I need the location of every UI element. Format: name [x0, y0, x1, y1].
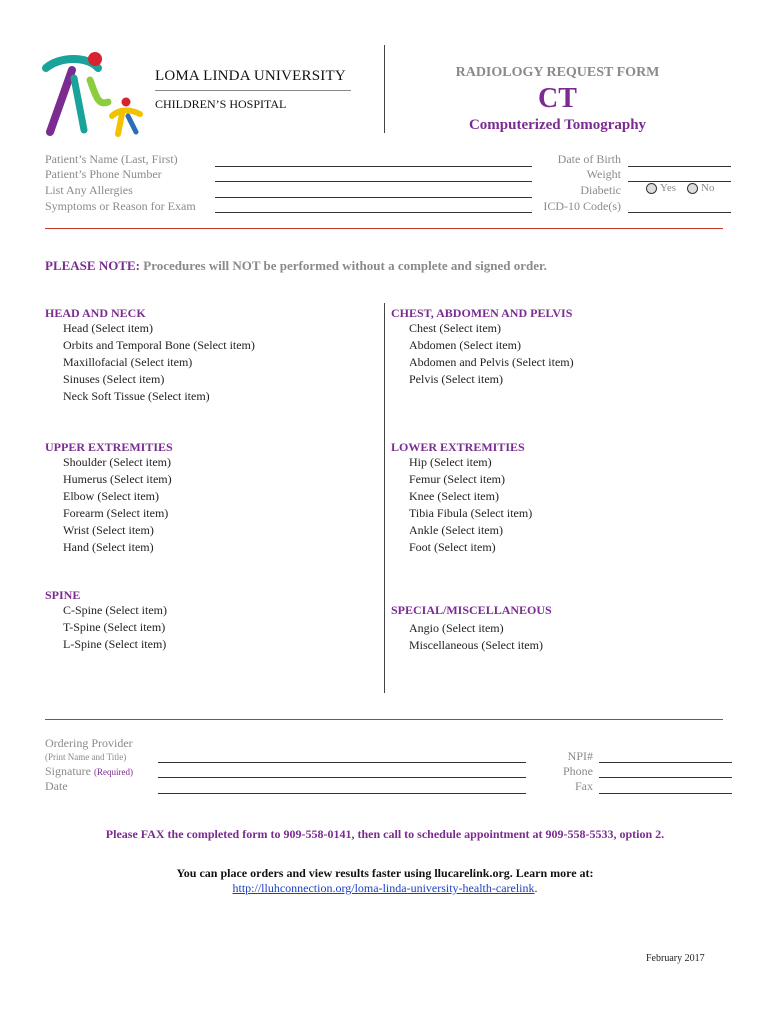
section-divider-bottom	[45, 719, 723, 720]
logo-purple-stroke	[50, 70, 72, 132]
print-name-hint: (Print Name and Title)	[45, 752, 127, 762]
weight-field[interactable]	[628, 181, 731, 182]
npi-label: NPI#	[567, 749, 593, 763]
diabetic-yes-radio[interactable]	[646, 183, 657, 194]
ordering-provider-label: Ordering Provider	[45, 736, 133, 750]
patient-name-label: Patient’s Name (Last, First)	[45, 152, 178, 166]
modality-code: CT	[538, 83, 577, 114]
date-label: Date	[45, 779, 68, 793]
exam-item[interactable]: T-Spine (Select item)	[63, 620, 166, 634]
carelink-link[interactable]: http://lluhconnection.org/loma-linda-university-health-carelink	[232, 881, 535, 895]
exam-item[interactable]: C-Spine (Select item)	[63, 603, 167, 617]
exam-item[interactable]: Sinuses (Select item)	[63, 372, 165, 386]
exam-item[interactable]: Pelvis (Select item)	[409, 372, 503, 386]
revision-date: February 2017	[646, 953, 705, 964]
header-divider	[384, 45, 385, 133]
diabetic-no-radio[interactable]	[687, 183, 698, 194]
dob-field[interactable]	[628, 166, 731, 167]
required-tag: (Required)	[94, 767, 133, 777]
signature-field[interactable]	[158, 777, 526, 778]
link-suffix: .	[534, 881, 538, 895]
special-list	[409, 620, 543, 654]
fax-instruction: Please FAX the completed form to 909-558-0141, then call to schedule appointment at 909-558-5533, option 2.	[105, 827, 665, 841]
exam-item[interactable]: Foot (Select item)	[409, 540, 496, 554]
logo-small-red-head	[122, 98, 131, 107]
logo-teal-leg	[74, 78, 84, 130]
allergies-field[interactable]	[215, 197, 532, 198]
spine-list	[63, 602, 167, 653]
exam-item[interactable]: Forearm (Select item)	[63, 506, 169, 520]
symptoms-label: Symptoms or Reason for Exam	[45, 199, 196, 213]
exam-item[interactable]: Ankle (Select item)	[409, 523, 503, 537]
diabetic-no-label: No	[701, 182, 715, 194]
phone-field[interactable]	[599, 777, 732, 778]
ordering-provider-field[interactable]	[158, 762, 526, 763]
patient-phone-field[interactable]	[215, 181, 532, 182]
university-divider	[155, 90, 351, 91]
modality-subtitle: Computerized Tomography	[468, 117, 647, 133]
fax-label: Fax	[575, 779, 593, 793]
column-divider	[384, 303, 385, 693]
logo-red-head	[88, 52, 102, 66]
note-prefix: PLEASE NOTE:	[45, 258, 140, 273]
exam-item[interactable]: Chest (Select item)	[409, 321, 501, 335]
logo-blue-stroke	[128, 116, 136, 132]
exam-item[interactable]: Elbow (Select item)	[63, 489, 159, 503]
exam-item[interactable]: Femur (Select item)	[409, 472, 505, 486]
exam-item[interactable]: Hip (Select item)	[409, 455, 492, 469]
diabetic-label: Diabetic	[580, 183, 621, 197]
exam-item[interactable]: Hand (Select item)	[63, 540, 154, 554]
section-chest-abdomen-pelvis: CHEST, ABDOMEN AND PELVIS	[391, 306, 573, 320]
section-upper-extremities: UPPER EXTREMITIES	[45, 440, 173, 454]
patient-phone-label: Patient’s Phone Number	[45, 167, 162, 181]
exam-item[interactable]: Shoulder (Select item)	[63, 455, 171, 469]
logo-green-stroke	[90, 80, 108, 103]
exam-item[interactable]: Head (Select item)	[63, 321, 153, 335]
note-text: Procedures will NOT be performed without a complete and signed order.	[143, 258, 547, 273]
section-divider-top	[45, 228, 723, 229]
allergies-label: List Any Allergies	[45, 183, 133, 197]
exam-item[interactable]: Miscellaneous (Select item)	[409, 638, 543, 652]
logo-yellow-leg	[118, 114, 122, 134]
form-title: RADIOLOGY REQUEST FORM	[455, 65, 660, 80]
signature-text: Signature	[45, 764, 91, 778]
orders-text: You can place orders and view results faster using llucarelink.org. Learn more at:	[176, 866, 594, 880]
date-field[interactable]	[158, 793, 526, 794]
symptoms-field[interactable]	[215, 212, 532, 213]
exam-item[interactable]: Maxillofacial (Select item)	[63, 355, 193, 369]
exam-item[interactable]: Neck Soft Tissue (Select item)	[63, 389, 210, 403]
hospital-logo	[40, 50, 150, 140]
icd-label: ICD-10 Code(s)	[543, 199, 621, 213]
exam-item[interactable]: Knee (Select item)	[409, 489, 499, 503]
exam-item[interactable]: Tibia Fibula (Select item)	[409, 506, 533, 520]
hospital-name: CHILDREN’S HOSPITAL	[155, 97, 287, 111]
section-special-misc: SPECIAL/MISCELLANEOUS	[391, 603, 552, 617]
upper-list	[63, 454, 172, 556]
lower-list	[409, 454, 532, 556]
patient-name-field[interactable]	[215, 166, 532, 167]
exam-item[interactable]: Angio (Select item)	[409, 621, 504, 635]
please-note	[45, 258, 547, 274]
exam-item[interactable]: Abdomen (Select item)	[409, 338, 521, 352]
section-head-neck: HEAD AND NECK	[45, 306, 146, 320]
exam-item[interactable]: Humerus (Select item)	[63, 472, 172, 486]
weight-label: Weight	[586, 167, 621, 181]
diabetic-yes-label: Yes	[660, 182, 677, 194]
fax-field[interactable]	[599, 793, 732, 794]
university-name: LOMA LINDA UNIVERSITY	[155, 68, 346, 84]
phone-label: Phone	[563, 764, 593, 778]
exam-item[interactable]: Orbits and Temporal Bone (Select item)	[63, 338, 255, 352]
icd-field[interactable]	[628, 212, 731, 213]
section-lower-extremities: LOWER EXTREMITIES	[391, 440, 525, 454]
carelink-line	[0, 881, 770, 896]
npi-field[interactable]	[599, 762, 732, 763]
section-spine: SPINE	[45, 588, 81, 602]
chest-list	[409, 320, 574, 388]
dob-label: Date of Birth	[557, 152, 621, 166]
signature-label	[45, 764, 133, 779]
exam-item[interactable]: L-Spine (Select item)	[63, 637, 167, 651]
exam-item[interactable]: Wrist (Select item)	[63, 523, 154, 537]
head-neck-list	[63, 320, 255, 405]
exam-item[interactable]: Abdomen and Pelvis (Select item)	[409, 355, 574, 369]
